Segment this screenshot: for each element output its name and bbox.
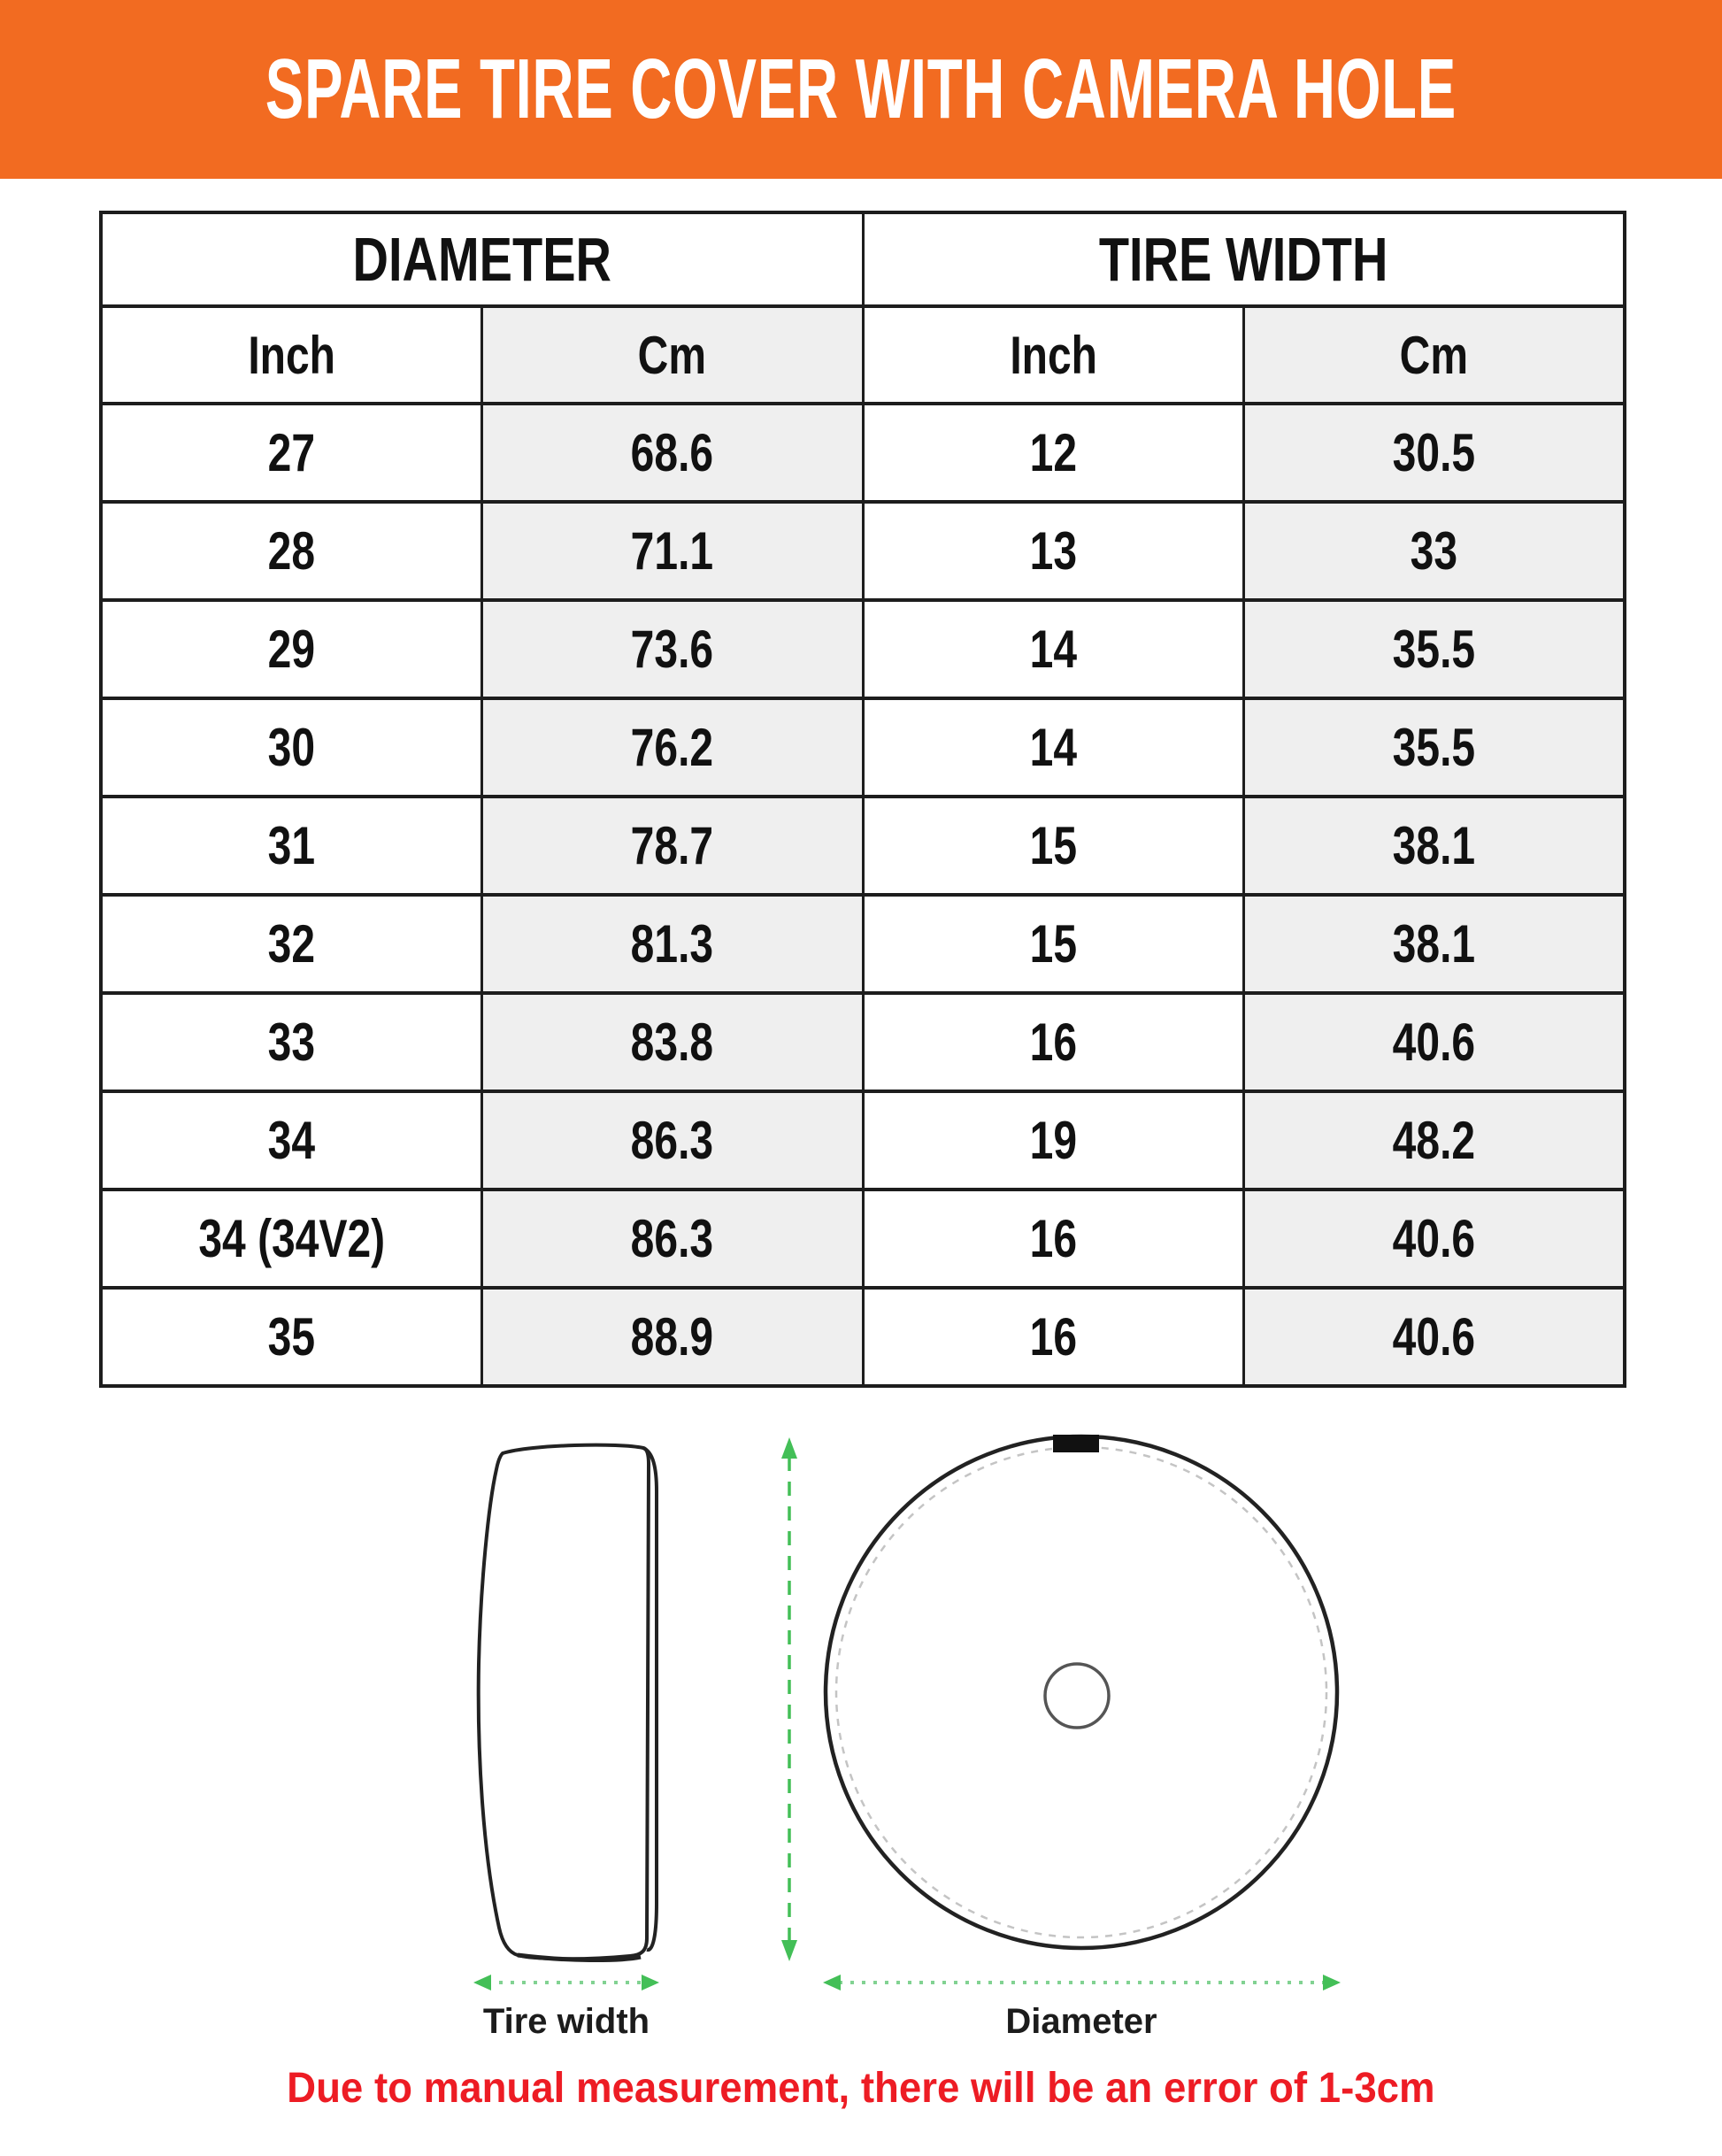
cell-width-cm: 38.1 [1244, 797, 1626, 895]
column-header-diameter-cm: Cm [482, 306, 864, 404]
cell-diameter-inch: 31 [101, 797, 482, 895]
cell-diameter-cm: 76.2 [482, 698, 864, 797]
group-header-row [101, 212, 1625, 306]
cell-width-cm: 40.6 [1244, 1288, 1626, 1386]
table-row [101, 1190, 1625, 1288]
tire-front-view [826, 1435, 1337, 1948]
page-title: SPARE TIRE COVER WITH CAMERA HOLE [265, 42, 1457, 136]
cell-diameter-cm: 81.3 [482, 895, 864, 993]
column-header-diameter-inch: Inch [101, 306, 482, 404]
table-row [101, 993, 1625, 1091]
group-header-tire-width-label: TIRE WIDTH [1098, 225, 1388, 294]
cell-width-cm: 40.6 [1244, 1190, 1626, 1288]
group-header-diameter [101, 212, 863, 306]
cell-diameter-inch: 33 [101, 993, 482, 1091]
cell-width-cm: 48.2 [1244, 1091, 1626, 1190]
group-header-diameter-label: DIAMETER [352, 225, 611, 294]
table-row [101, 797, 1625, 895]
table-row [101, 698, 1625, 797]
group-header-tire-width [863, 212, 1625, 306]
vertical-measure-arrow [781, 1437, 797, 1961]
table-row [101, 600, 1625, 698]
cell-diameter-inch: 30 [101, 698, 482, 797]
column-header-width-inch: Inch [863, 306, 1244, 404]
size-table [99, 211, 1626, 1388]
banner [0, 0, 1722, 179]
cell-diameter-inch: 34 [101, 1091, 482, 1190]
tire-width-label: Tire width [482, 2002, 650, 2041]
cell-diameter-cm: 83.8 [482, 993, 864, 1091]
cell-width-inch: 14 [863, 600, 1244, 698]
cell-width-cm: 30.5 [1244, 404, 1626, 502]
tire-width-arrow [473, 1975, 659, 1990]
cell-diameter-cm: 68.6 [482, 404, 864, 502]
cell-diameter-cm: 86.3 [482, 1190, 864, 1288]
cell-width-cm: 33 [1244, 502, 1626, 600]
cell-diameter-inch: 29 [101, 600, 482, 698]
cell-diameter-inch: 35 [101, 1288, 482, 1386]
cell-width-inch: 16 [863, 993, 1244, 1091]
diameter-label: Diameter [1005, 2002, 1157, 2041]
table-row [101, 1288, 1625, 1386]
cell-width-cm: 38.1 [1244, 895, 1626, 993]
diameter-arrow [823, 1975, 1341, 1990]
cell-diameter-inch: 32 [101, 895, 482, 993]
cell-width-inch: 15 [863, 895, 1244, 993]
cell-diameter-inch: 28 [101, 502, 482, 600]
cell-diameter-cm: 73.6 [482, 600, 864, 698]
cell-diameter-cm: 86.3 [482, 1091, 864, 1190]
column-header-width-cm: Cm [1244, 306, 1626, 404]
cell-width-inch: 19 [863, 1091, 1244, 1190]
cell-diameter-cm: 88.9 [482, 1288, 864, 1386]
cell-width-cm: 35.5 [1244, 600, 1626, 698]
cell-width-inch: 16 [863, 1288, 1244, 1386]
tire-measurement-diagram [0, 1416, 1722, 2027]
cell-diameter-cm: 78.7 [482, 797, 864, 895]
table-row [101, 895, 1625, 993]
column-header-row [101, 306, 1625, 404]
measurement-note-text: Due to manual measurement, there will be an error of 1-3cm [287, 2065, 1435, 2112]
cell-width-inch: 14 [863, 698, 1244, 797]
cell-width-inch: 13 [863, 502, 1244, 600]
cell-diameter-inch: 27 [101, 404, 482, 502]
camera-hole-marker [1053, 1435, 1099, 1452]
cell-diameter-inch: 34 (34V2) [101, 1190, 482, 1288]
size-table-body [101, 404, 1625, 1386]
cell-width-cm: 40.6 [1244, 993, 1626, 1091]
tire-side-view [479, 1445, 657, 1960]
cell-diameter-cm: 71.1 [482, 502, 864, 600]
table-row [101, 1091, 1625, 1190]
cell-width-inch: 15 [863, 797, 1244, 895]
cell-width-inch: 16 [863, 1190, 1244, 1288]
cell-width-cm: 35.5 [1244, 698, 1626, 797]
measurement-note [0, 2064, 1722, 2113]
center-hole [1045, 1664, 1109, 1728]
table-row [101, 502, 1625, 600]
cell-width-inch: 12 [863, 404, 1244, 502]
table-row [101, 404, 1625, 502]
